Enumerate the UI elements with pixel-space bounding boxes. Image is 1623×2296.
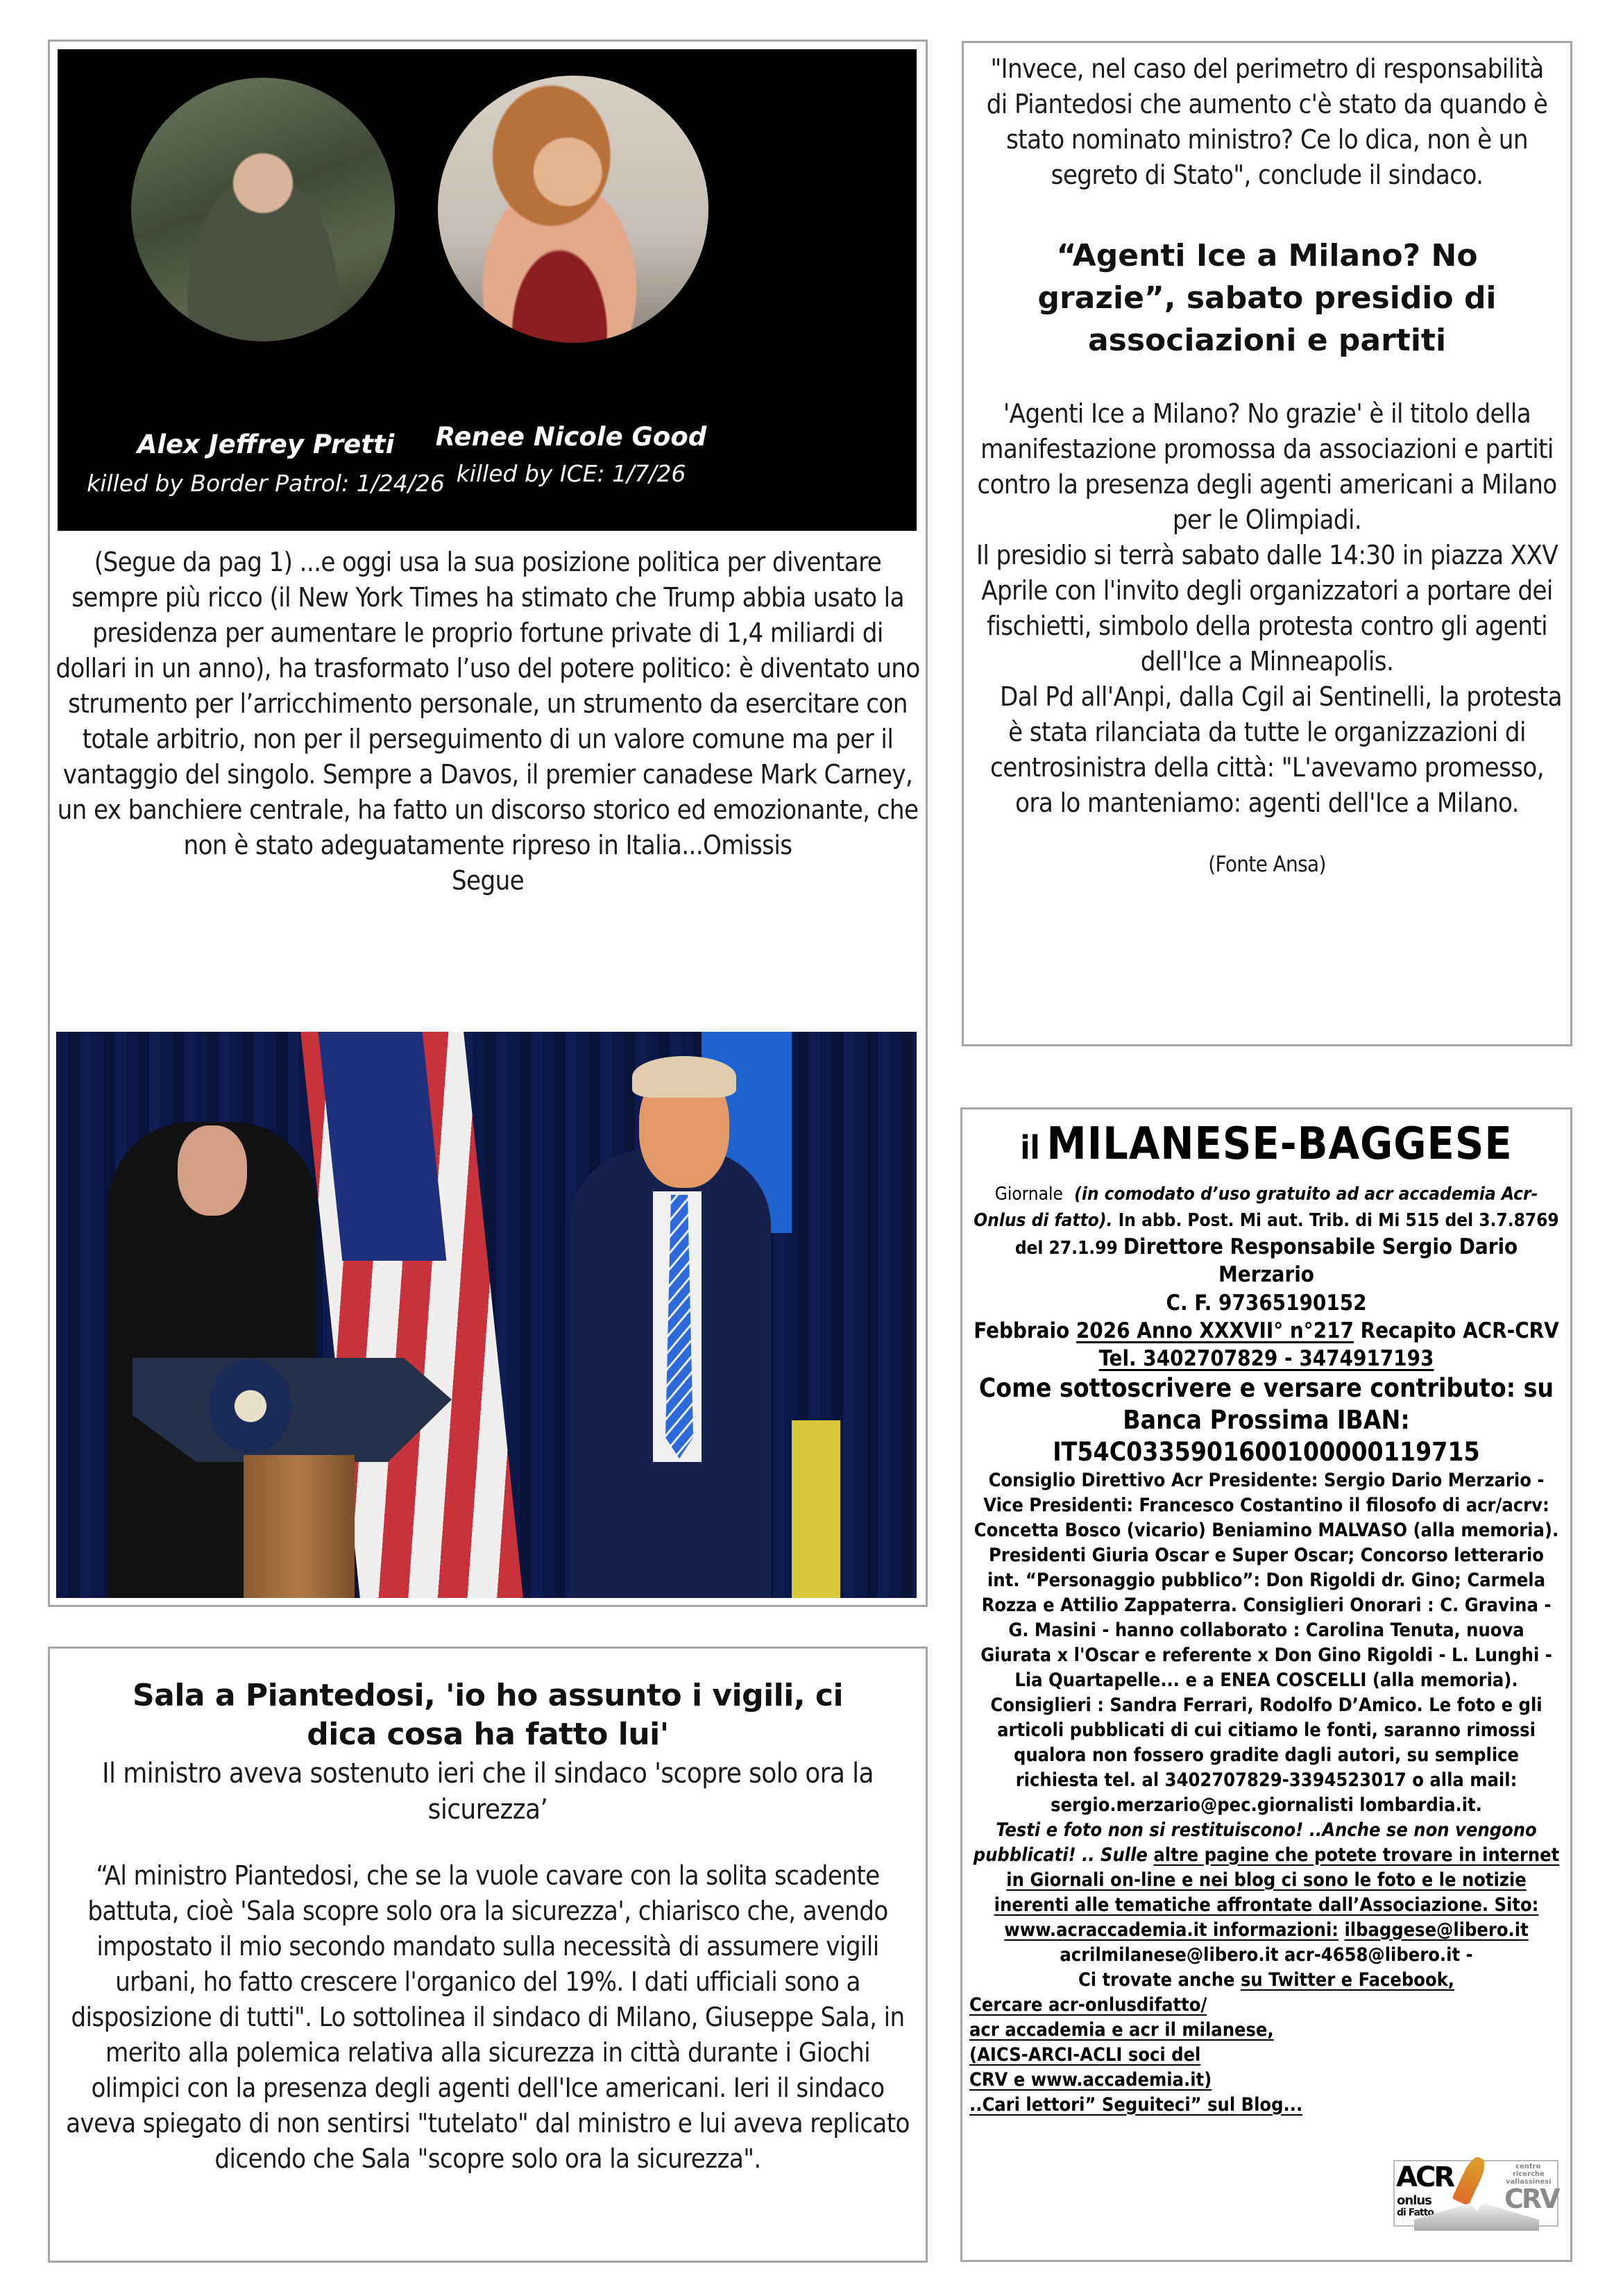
continue-label: Segue bbox=[451, 865, 525, 896]
podium-stem bbox=[244, 1455, 355, 1598]
masthead-issue-row bbox=[968, 1317, 1565, 1372]
masthead-link[interactable]: Cercare acr-onlusdifatto/ bbox=[969, 1994, 1207, 2016]
masthead-email-rest: acrilmilanese@libero.it acr-4658@libero.it - bbox=[1060, 1944, 1473, 1966]
meeting-photo bbox=[56, 1032, 917, 1598]
logo-acr-text: ACR bbox=[1396, 2161, 1454, 2193]
article-ice-source: (Fonte Ansa) bbox=[1208, 852, 1326, 877]
masthead-email-1[interactable]: ilbaggese@libero.it bbox=[1344, 1919, 1529, 1941]
logo-onlus-text: onlus bbox=[1397, 2193, 1431, 2208]
logo-vallassinesi-text: vallassinesi bbox=[1506, 2178, 1552, 2186]
logo-crv-text: CRV bbox=[1504, 2184, 1558, 2214]
logo-centro-text: centro bbox=[1515, 2163, 1541, 2170]
masthead-social-prefix: Ci trovate anche bbox=[1078, 1969, 1235, 1991]
logo-ricerche-text: ricerche bbox=[1513, 2170, 1545, 2178]
masthead-link[interactable]: CRV e www.accademia.it) bbox=[969, 2069, 1212, 2091]
article-ice-panel bbox=[962, 41, 1572, 1046]
masthead-recapito: Recapito ACR-CRV bbox=[1360, 1318, 1559, 1343]
masthead-issue: 2026 Anno XXXVII° n°217 bbox=[1076, 1318, 1354, 1343]
masthead-info bbox=[968, 1181, 1565, 1289]
masthead-link[interactable]: ..Cari lettori” Seguiteci” sul Blog... bbox=[969, 2094, 1303, 2116]
masthead-social bbox=[968, 1968, 1565, 1993]
article-ice-headline: “Agenti Ice a Milano? No grazie”, sabato presidio di associazioni e partiti bbox=[1037, 238, 1497, 358]
masthead-links bbox=[968, 1993, 1565, 2118]
person-caption: killed by Border Patrol: 1/24/26 bbox=[87, 470, 445, 497]
masthead-issue-month: Febbraio bbox=[974, 1318, 1070, 1343]
masthead-social-link[interactable]: su Twitter e Facebook, bbox=[1240, 1969, 1455, 1991]
hair-right bbox=[632, 1056, 736, 1098]
masthead-link[interactable]: (AICS-ARCI-ACLI soci del bbox=[969, 2044, 1201, 2066]
article-ice-quote: "Invece, nel caso del perimetro di responsabilità di Piantedosi che aumento c'è stato da quando è stato nominato ministro? Ce lo dica, non è un segreto di Stato", conclude il sindaco. bbox=[986, 53, 1548, 190]
article-sala-subhead: Il ministro aveva sostenuto ieri che il sindaco 'scopre solo ora la sicurezza’ bbox=[101, 1758, 874, 1826]
masthead-panel bbox=[960, 1107, 1572, 2262]
person-name: Alex Jeffrey Pretti bbox=[137, 430, 395, 459]
article-trump-paragraph: (Segue da pag 1) ...e oggi usa la sua posizione politica per diventare sempre più ricco (il New York Times ha stimato che Trump abbia usato la presidenza per aumentare le proprio fortune private di 1,4 miliardi di dollari in un anno), ha trasformato l’uso del potere politico: è diventato uno strumento per l’arricchimento personale, un strumento da esercitare con totale arbitrio, non per il perseguimento di un valore comune ma per il vantaggio del singolo. Sempre a Davos, il premier canadese Mark Carney, un ex banchiere centrale, ha fatto un discorso storico ed emozionante, che non è stato adeguatamente ripreso in Italia...Omissis bbox=[56, 547, 920, 860]
article-ice-paragraph-1: 'Agenti Ice a Milano? No grazie' è il titolo della manifestazione promossa da associazioni e partiti contro la presenza degli agenti americani a Milano per le Olimpiadi. bbox=[977, 398, 1557, 535]
masthead-registration: In abb. Post. Mi aut. Trib. di Mi 515 del 3.7.8769 del 27.1.99 bbox=[1014, 1210, 1559, 1259]
masthead-pages-link[interactable]: altre pagine che potete trovare in internet in Giornali on-line e nei blog ci sono le foto e le notizie inerenti alle tematiche affrontate dall’Associazione. Sito: www.acraccademia.it informazioni: bbox=[994, 1844, 1560, 1941]
presidential-seal-icon bbox=[209, 1359, 292, 1453]
person-caption: killed by ICE: 1/7/26 bbox=[456, 460, 686, 487]
masthead-comodato: (in comodato d’uso gratuito ad acr accademia Acr- Onlus di fatto). bbox=[974, 1184, 1538, 1231]
memorial-photo bbox=[58, 49, 917, 531]
acr-crv-logo bbox=[1393, 2160, 1557, 2252]
article-sala-body: “Al ministro Piantedosi, che se la vuole cavare con la solita scadente battuta, cioè 'Sala scopre solo ora la sicurezza', chiarisco che, avendo impostato il mio secondo mandato sulla necessità di assumere vigili urbani, ho fatto crescere l'organico del 19%. I dati ufficiali sono a disposizione di tutti". Lo sottolinea il sindaco di Milano, Giuseppe Sala, in merito alla polemica relativa alla sicurezza in città durante i Giochi olimpici con la presenza degli agenti dell'Ice americani. Ieri il sindaco aveva spiegato di non sentirsi "tutelato" dal ministro e lui aveva replicato dicendo che Sala "scopre solo ora la sicurezza". bbox=[66, 1860, 910, 2174]
masthead-cf: C. F. 97365190152 bbox=[1166, 1291, 1367, 1316]
article-sala-headline: Sala a Piantedosi, 'io ho assunto i vigili, ci dica cosa ha fatto lui' bbox=[132, 1678, 844, 1752]
masthead-link[interactable]: acr accademia e acr il milanese, bbox=[969, 2019, 1274, 2041]
masthead-title: MILANESE-BAGGESE bbox=[1046, 1119, 1513, 1170]
article-trump-text bbox=[52, 545, 924, 899]
podium bbox=[133, 1358, 452, 1462]
portrait-renee-good bbox=[438, 76, 708, 343]
article-ice-paragraph-3: Dal Pd all'Anpi, dalla Cgil ai Sentinelli, la protesta è stata rilanciata da tutte le organizzazioni di centrosinistra della città: "L'avevamo promesso, ora lo manteniamo: agenti dell'Ice a Milano. bbox=[990, 681, 1562, 818]
ukraine-flag-yellow bbox=[792, 1420, 840, 1598]
portrait-alex-pretti bbox=[131, 78, 395, 341]
logo-difatto-text: di Fatto bbox=[1397, 2207, 1434, 2218]
masthead-phone[interactable]: Tel. 3402707829 - 3474917193 bbox=[1098, 1346, 1434, 1371]
masthead-disclaimer bbox=[968, 1818, 1565, 1968]
masthead-disclaimer-italic: Testi e foto non si restituiscono! ..Anche se non vengono pubblicati! .. Sulle bbox=[973, 1819, 1537, 1866]
article-sala-panel bbox=[48, 1647, 928, 2263]
face-left bbox=[178, 1125, 247, 1216]
masthead-title-row bbox=[968, 1116, 1565, 1180]
masthead-director: Direttore Responsabile Sergio Dario Merzario bbox=[1123, 1234, 1518, 1287]
masthead-giornale: Giornale bbox=[994, 1184, 1063, 1205]
masthead-board: Consiglio Direttivo Acr Presidente: Sergio Dario Merzario - Vice Presidenti: Francesco Costantino il filosofo di acr/acrv: Concetta Bosco (vicario) Beniamino MALVASO (alla memoria). Presidenti Giuria Oscar e Super Oscar; Concorso letterario int. “Personaggio pubblico”: Don Rigoldi dr. Gino; Carmela Rozza e Attilio Zappaterra. Consiglieri Onorari : C. Gravina - G. Masini - hanno collaborato : Carolina Tenuta, nuova Giurata x l'Oscar e referente x Don Gino Rigoldi - L. Lunghi - Lia Quartapelle... e a ENEA COSCELLI (alla memoria). Consiglieri : Sandra Ferrari, Rodolfo D’Amico. Le foto e gli articoli pubblicati di cui citiamo le fonti, saranno rimossi qualora non fossero gradite dagli autori, su semplice richiesta tel. al 3402707829-3394523017 o alla mail: sergio.merzario@pec.giornalisti lombardia.it. bbox=[974, 1470, 1559, 1816]
masthead-iban: IT54C0335901600100000119715 bbox=[1053, 1437, 1480, 1467]
article-ice-paragraph-2: Il presidio si terrà sabato dalle 14:30 in piazza XXV Aprile con l'invito degli organizzatori a portare dei fischietti, simbolo della protesta contro gli agenti dell'Ice a Minneapolis. bbox=[976, 540, 1558, 677]
masthead-title-prefix: il bbox=[1020, 1129, 1040, 1166]
masthead-subscribe: Come sottoscrivere e versare contributo: su Banca Prossima IBAN: bbox=[978, 1373, 1554, 1435]
person-name: Renee Nicole Good bbox=[435, 422, 707, 452]
